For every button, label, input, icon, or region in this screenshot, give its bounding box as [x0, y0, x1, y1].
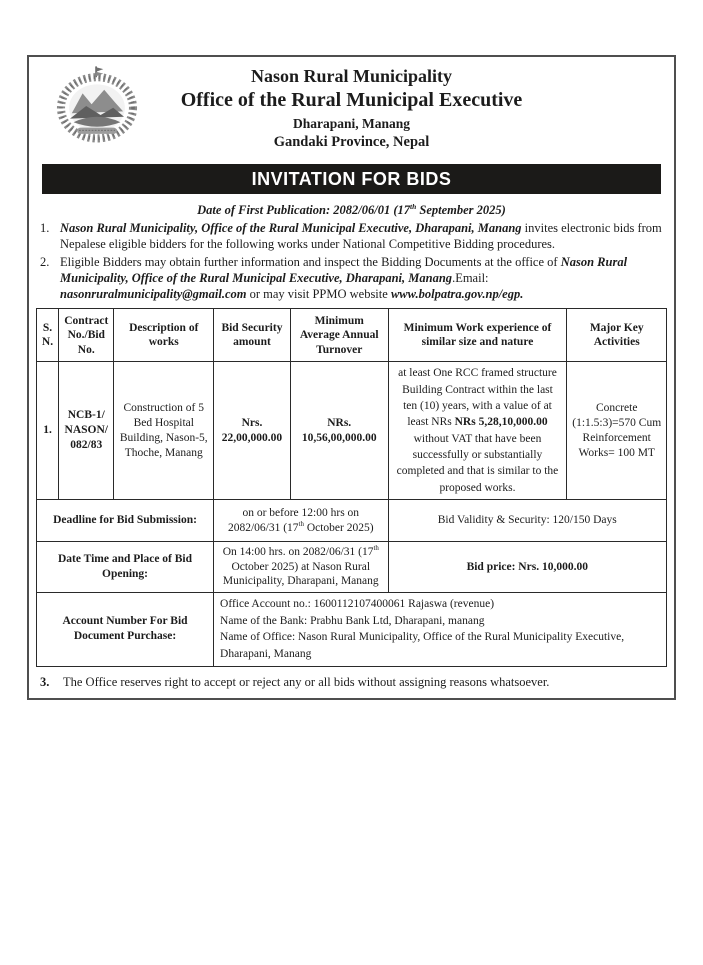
cell-bid-security: Nrs. 22,00,000.00 — [214, 362, 291, 500]
col-header-experience: Minimum Work experience of similar size and nature — [388, 309, 567, 362]
table-header-row — [37, 309, 667, 362]
item-number: 3. — [40, 674, 50, 689]
cell-opening-time: On 14:00 hrs. on 2082/06/31 (17th October 2025) at Nason Rural Municipality, Dharapani, Manang — [214, 542, 389, 593]
office-name: Office of the Rural Municipal Executive — [180, 89, 523, 112]
item-number: 1. — [40, 221, 50, 235]
cell-contract-no: NCB-1/ NASON/ 082/83 — [59, 362, 114, 500]
col-header-activities: Major Key Activities — [567, 309, 667, 362]
col-header-description: Description of works — [114, 309, 214, 362]
cell-turnover: NRs. 10,56,00,000.00 — [290, 362, 388, 500]
cell-sn: 1. — [37, 362, 59, 500]
table-row-account — [37, 593, 667, 667]
item-text: The Office reserves right to accept or reject any or all bids without assigning reasons whatsoever. — [63, 674, 550, 689]
list-item-1 — [36, 221, 667, 253]
item-text: Eligible Bidders may obtain further information and inspect the Bidding Documents at the office of Nason Rural Municipality, Office of the Rural Municipal Executive, Dharapani, Manang.Email: nasonruralmunicipality@gmail.com or may visit PPMO website www.bolpatra.gov.np/egp. — [60, 254, 628, 301]
reservation-clause — [36, 674, 667, 690]
cell-deadline-label: Deadline for Bid Submission: — [37, 500, 214, 542]
cell-account-details: Office Account no.: 1600112107400061 Rajaswa (revenue) Name of the Bank: Prabhu Bank Ltd, Dharapani, manang Name of Office: Nason Rural Municipality, Office of the Rural Municipality Executive, Dharapani, Manang — [214, 593, 667, 667]
table-row-deadline — [37, 500, 667, 542]
table-row-opening — [37, 542, 667, 593]
publication-date: Date of First Publication: 2082/06/01 (17th September 2025) — [197, 201, 506, 217]
table-row-contract-1 — [37, 362, 667, 500]
cell-description: Construction of 5 Bed Hospital Building, Nason-5, Thoche, Manang — [114, 362, 214, 500]
cell-opening-label: Date Time and Place of Bid Opening: — [37, 542, 214, 593]
nepal-emblem-logo — [52, 64, 142, 148]
cell-deadline-time: on or before 12:00 hrs on 2082/06/31 (17th October 2025) — [214, 500, 389, 542]
bids-table — [36, 308, 667, 666]
item-text: Nason Rural Municipality, Office of the Rural Municipal Executive, Dharapani, Manang invites electronic bids from Nepalese eligible bidders for the following works under National Competitive Bidding procedures. — [60, 221, 662, 251]
col-header-sn: S. N. — [37, 309, 59, 362]
intro-items — [36, 221, 667, 302]
col-header-turnover: Minimum Average Annual Turnover — [290, 309, 388, 362]
col-header-bid-security: Bid Security amount — [214, 309, 291, 362]
item-number: 2. — [40, 254, 50, 269]
cell-account-label: Account Number For Bid Document Purchase: — [37, 593, 214, 667]
invitation-banner — [42, 164, 661, 194]
col-header-contract: Contract No./Bid No. — [59, 309, 114, 362]
document-header — [36, 62, 667, 156]
cell-activities: Concrete (1:1.5:3)=570 Cum Reinforcement Works= 100 MT — [567, 362, 667, 500]
organization-name: Nason Rural Municipality — [250, 66, 453, 86]
cell-bid-price: Bid price: Nrs. 10,000.00 — [388, 542, 666, 593]
cell-bid-validity: Bid Validity & Security: 120/150 Days — [388, 500, 666, 542]
cell-experience: at least One RCC framed structure Building Contract within the last ten (10) years, with a value of at least NRs NRs 5,28,10,000.00 without VAT that have been successfully or substantially completed and that is similar to the proposed works. — [388, 362, 567, 500]
address-line: Dharapani, Manang — [292, 115, 411, 131]
list-item-2 — [36, 255, 667, 303]
province-line: Gandaki Province, Nepal — [273, 133, 430, 150]
banner-title: INVITATION FOR BIDS — [251, 169, 452, 189]
invitation-for-bids-document — [27, 55, 676, 700]
